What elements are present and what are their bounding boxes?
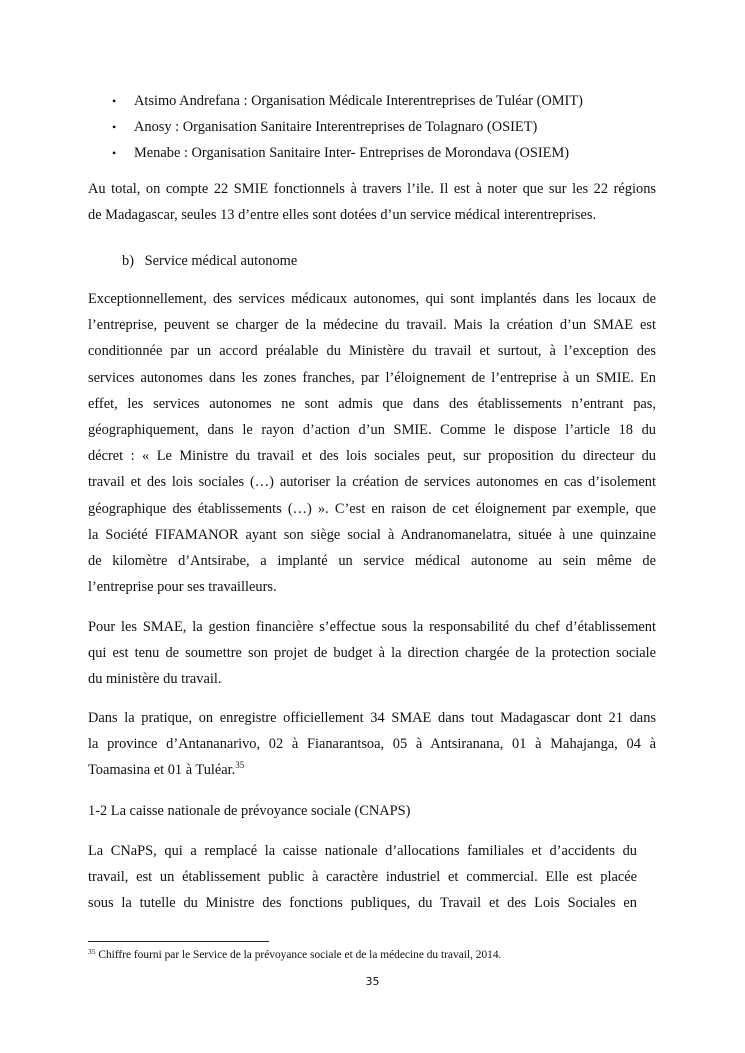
list-item: • Atsimo Andrefana : Organisation Médicale Interentreprises de Tuléar (OMIT) <box>88 88 656 114</box>
subsection-label: b) <box>122 253 134 269</box>
subsection-title: Service médical autonome <box>144 253 298 269</box>
bullet-icon: • <box>112 120 117 134</box>
page-number: 35 <box>365 975 380 988</box>
paragraph-smae-count: Dans la pratique, on enregistre officiellement 34 SMAE dans tout Madagascar dont 21 dans la province d’Antananarivo, 02 à Fianarantsoa, 05 à Antsiranana, 01 à Mahajanga, 04 à Toamasina et 01 à Tuléar.$^{35}$ <box>88 710 656 779</box>
footnote-reference[interactable]: 35 <box>235 760 245 771</box>
paragraph-smae-finance: Pour les SMAE, la gestion financière s’effectue sous la responsabilité du chef d’établissement qui est tenu de soumettre son projet de budget à la direction chargée de la protection sociale du ministère du travail. <box>88 619 656 688</box>
footnote-text: Chiffre fourni par le Service de la prévoyance sociale et de la médecine du travail, 2014. <box>98 949 502 961</box>
bullet-icon: • <box>112 146 117 160</box>
paragraph-total-smie: Au total, on compte 22 SMIE fonctionnels à travers l’ile. Il est à noter que sur les 22 régions de Madagascar, seules 13 d’entre elles sont dotées d’un service médical interentreprises. <box>88 181 656 224</box>
list-item: • Menabe : Organisation Sanitaire Inter- Entreprises de Morondava (OSIEM) <box>88 140 656 166</box>
bullet-icon: • <box>112 94 117 108</box>
footnote-separator <box>88 941 269 942</box>
footnote <box>88 947 501 963</box>
paragraph-cnaps: La CNaPS, qui a remplacé la caisse nationale d’allocations familiales et d’accidents du travail, est un établissement public à caractère industriel et commercial. Elle est placée sous la tutelle du Ministre des fonctions publiques, du Travail et des Lois Sociales en <box>88 843 637 912</box>
section-heading: 1-2 La caisse nationale de prévoyance sociale (CNAPS) <box>88 803 411 819</box>
list-item: • Anosy : Organisation Sanitaire Interentreprises de Tolagnaro (OSIET) <box>88 114 656 140</box>
bullet-list <box>88 88 656 166</box>
footnote-number: 35 <box>88 947 96 956</box>
subsection-heading <box>122 248 690 274</box>
paragraph-smae-description: Exceptionnellement, des services médicaux autonomes, qui sont implantés dans les locaux de l’entreprise, peuvent se charger de la médecine du travail. Mais la création d’un SMAE est conditionnée par un accord préalable du Ministère du travail et surtout, à l’exception des services autonomes dans les zones franches, par l’éloignement de l’entreprise à un SMIE. En effet, les services autonomes ne sont admis que dans des établissements n’entrant pas, géographiquement, dans le rayon d’action d’un SMIE. Comme le dispose l’article 18 du décret : « Le Ministre du travail et des lois sociales peut, sur proposition du directeur du travail et des lois sociales (…) autoriser la création de services autonomes en cas d’isolement géographique des établissements (…) ». C’est en raison de cet éloignement par exemple, que la Société FIFAMANOR ayant son siège social à Andranomanelatra, située à une quinzaine de kilomètre d’Antsirabe, a implanté un service médical autonome au sein même de l’entreprise pour ses travailleurs. <box>88 291 656 596</box>
